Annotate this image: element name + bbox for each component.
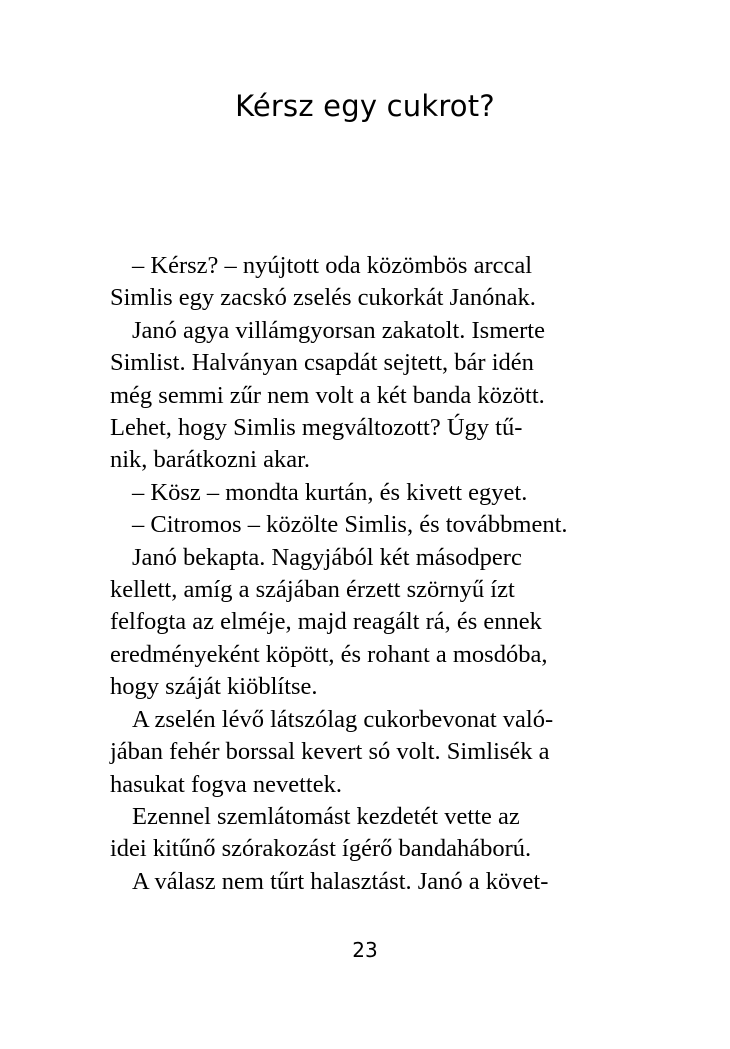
text-line: nik, barátkozni akar. — [110, 446, 311, 474]
text-line: kellett, amíg a szájában érzett szörnyű ízt — [110, 576, 515, 604]
text-line: Ezennel szemlátomást kezdetét vette az — [132, 802, 520, 830]
text-line: még semmi zűr nem volt a két banda között. — [110, 381, 545, 409]
chapter-title: Kérsz egy cukrot? — [235, 89, 495, 123]
text-line: – Kérsz? – nyújtott oda közömbös arccal — [132, 252, 533, 279]
text-line: – Kösz – mondta kurtán, és kivett egyet. — [132, 478, 528, 506]
text-line: felfogta az elméje, majd reagált rá, és ennek — [110, 608, 542, 636]
text-line: jában fehér borssal kevert só volt. Simlisék a — [110, 738, 550, 766]
text-line: Janó agya villámgyorsan zakatolt. Ismerte — [132, 316, 545, 344]
text-line: Lehet, hogy Simlis megváltozott? Úgy tű- — [110, 414, 523, 442]
text-line: A válasz nem tűrt halasztást. Janó a követ- — [132, 867, 549, 895]
text-line: Janó bekapta. Nagyjából két másodperc — [132, 543, 522, 571]
page-number: 23 — [352, 938, 378, 962]
text-line: – Citromos – közölte Simlis, és továbbment. — [132, 511, 568, 539]
text-line: eredményeként köpött, és rohant a mosdóba, — [110, 640, 548, 668]
text-line: hasukat fogva nevettek. — [110, 770, 342, 798]
text-line: idei kitűnő szórakozást ígérő bandaháború. — [110, 835, 532, 863]
text-line: hogy száját kiöblítse. — [110, 673, 318, 701]
body-text — [110, 250, 630, 898]
text-line: Simlist. Halványan csapdát sejtett, bár idén — [110, 349, 534, 377]
text-line: A zselén lévő látszólag cukorbevonat való- — [132, 705, 554, 733]
text-line: Simlis egy zacskó zselés cukorkát Janónak. — [110, 284, 536, 312]
